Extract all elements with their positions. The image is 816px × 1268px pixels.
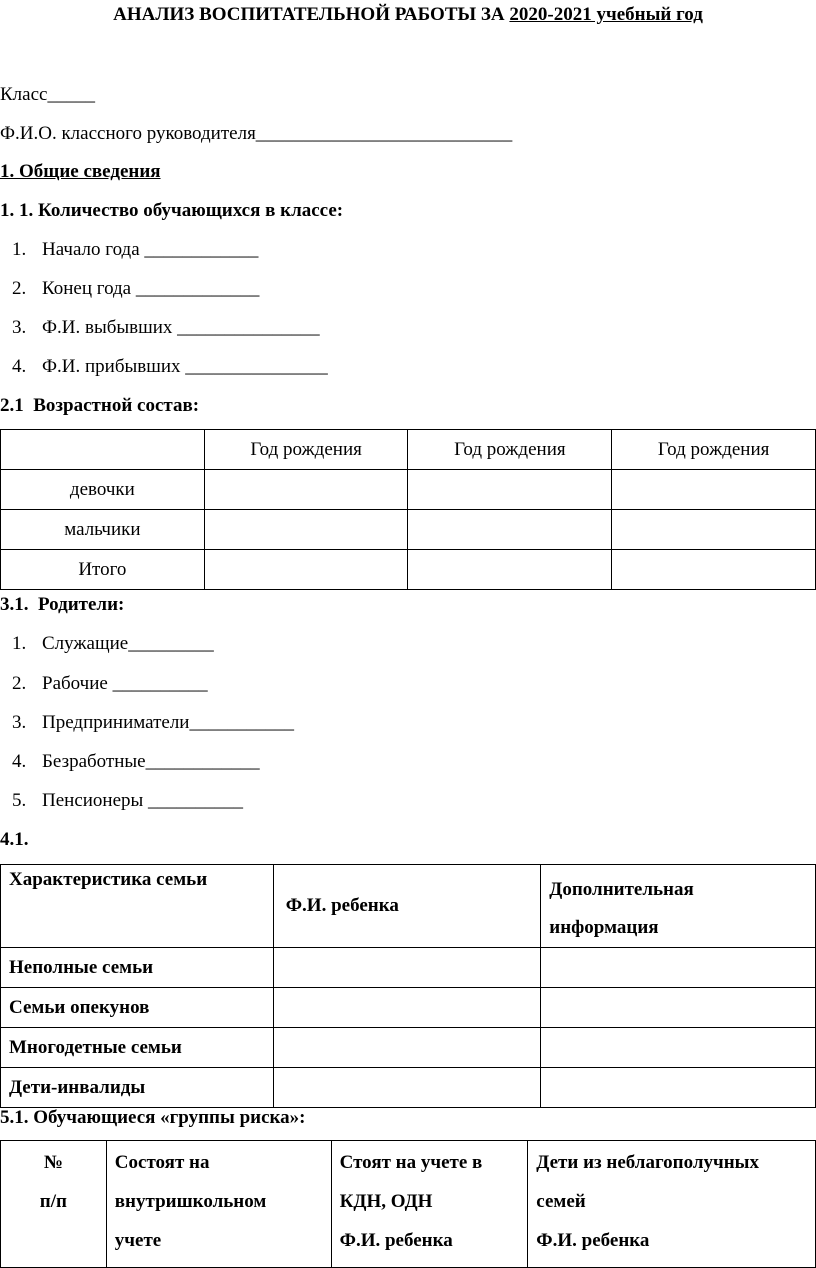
header-dysfunctional-families: Дети из неблагополучных семей Ф.И. ребенка <box>528 1141 816 1268</box>
table-cell <box>541 948 816 988</box>
family-table <box>0 864 816 1108</box>
table-cell <box>273 1028 541 1068</box>
table-header-row <box>1 865 816 948</box>
table-row <box>1 1028 816 1068</box>
header-child-name: Ф.И. ребенка <box>273 865 541 948</box>
list-item: 4. Безработные____________ <box>12 751 260 772</box>
section-age: 2.1 Возрастной состав: <box>0 395 200 416</box>
header-kdn-register: Стоят на учете в КДН, ОДН Ф.И. ребенка <box>331 1141 528 1268</box>
list-item: 5. Пенсионеры __________ <box>12 790 244 811</box>
row-label: Семьи опекунов <box>1 988 274 1028</box>
list-item: 2. Конец года _____________ <box>12 278 260 299</box>
table-cell <box>541 1068 816 1108</box>
list-item: 1. Начало года ____________ <box>12 239 259 260</box>
table-cell <box>204 470 408 510</box>
table-cell <box>612 470 816 510</box>
class-line: Класс_____ <box>0 84 95 105</box>
header-family-type: Характеристика семьи <box>1 865 274 948</box>
list-item: 2. Рабочие __________ <box>12 673 208 694</box>
table-row <box>1 510 816 550</box>
header-cell <box>1 430 205 470</box>
title-prefix: АНАЛИЗ ВОСПИТАТЕЛЬНОЙ РАБОТЫ ЗА <box>113 4 510 25</box>
header-school-register: Состоят на внутришкольном учете <box>106 1141 331 1268</box>
table-cell <box>204 550 408 590</box>
header-cell: Год рождения <box>612 430 816 470</box>
row-label: Неполные семьи <box>1 948 274 988</box>
list-item: 3. Предприниматели___________ <box>12 712 294 733</box>
title-year: 2020-2021 учебный год <box>509 4 703 25</box>
table-cell <box>612 550 816 590</box>
row-label: Дети-инвалиды <box>1 1068 274 1108</box>
table-cell <box>408 510 612 550</box>
table-cell <box>408 470 612 510</box>
section-general: 1. Общие сведения <box>0 161 161 182</box>
header-number: № п/п <box>1 1141 107 1268</box>
header-cell: Год рождения <box>408 430 612 470</box>
age-table <box>0 429 816 590</box>
section-student-count: 1. 1. Количество обучающихся в классе: <box>0 200 344 221</box>
table-row <box>1 470 816 510</box>
list-item: 3. Ф.И. выбывших _______________ <box>12 317 320 338</box>
list-item: 4. Ф.И. прибывших _______________ <box>12 356 328 377</box>
table-row <box>1 988 816 1028</box>
header-cell: Год рождения <box>204 430 408 470</box>
table-header-row <box>1 1141 816 1268</box>
section-risk-group: 5.1. Обучающиеся «группы риска»: <box>0 1107 306 1128</box>
table-cell <box>541 1028 816 1068</box>
teacher-line: Ф.И.О. классного руководителя___________________________ <box>0 123 513 144</box>
table-cell <box>408 550 612 590</box>
section-family: 4.1. <box>0 829 29 850</box>
table-cell <box>204 510 408 550</box>
table-header-row <box>1 430 816 470</box>
table-row <box>1 550 816 590</box>
table-cell <box>541 988 816 1028</box>
document-title <box>0 4 816 26</box>
section-parents: 3.1. Родители: <box>0 594 125 615</box>
row-label: Итого <box>1 550 205 590</box>
row-label: мальчики <box>1 510 205 550</box>
risk-table <box>0 1140 816 1268</box>
table-row <box>1 1068 816 1108</box>
row-label: девочки <box>1 470 205 510</box>
header-extra-info: Дополнительная информация <box>541 865 816 948</box>
table-cell <box>612 510 816 550</box>
list-item: 1. Служащие_________ <box>12 633 214 654</box>
row-label: Многодетные семьи <box>1 1028 274 1068</box>
table-cell <box>273 988 541 1028</box>
table-cell <box>273 1068 541 1108</box>
table-row <box>1 948 816 988</box>
table-cell <box>273 948 541 988</box>
